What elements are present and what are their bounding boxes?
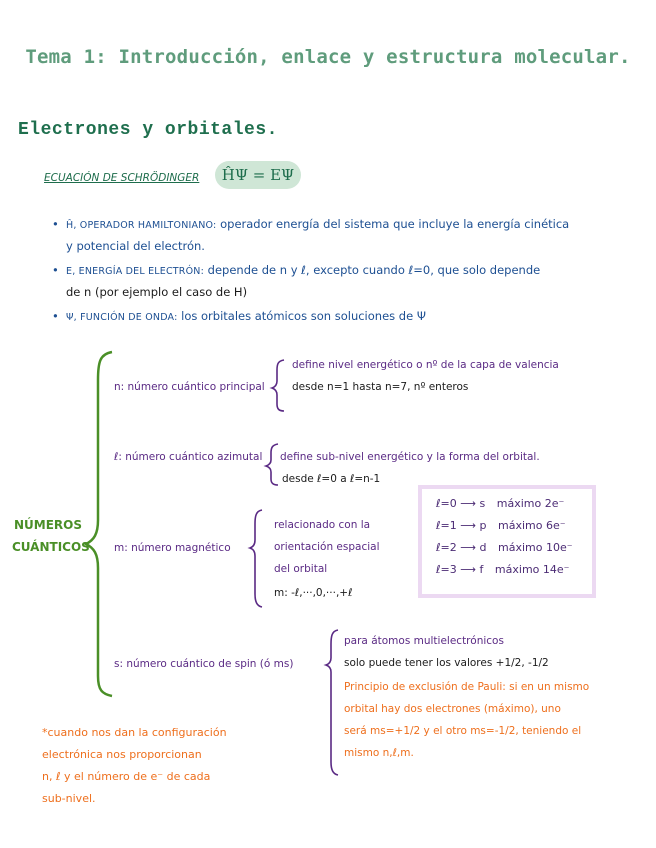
bullet-text: operador energía del sistema que incluye la energía cinética <box>216 217 570 231</box>
brace-s <box>326 630 338 775</box>
brace-l <box>266 444 278 485</box>
pauli-line2: orbital hay dos electrones (máximo), uno <box>344 703 561 715</box>
brace-m <box>250 510 262 607</box>
footnote-line1: *cuando nos dan la configuración <box>42 726 227 739</box>
qn-m-desc1: relacionado con la <box>274 519 371 531</box>
pauli-line1: Principio de exclusión de Pauli: si en un mismo <box>344 681 590 693</box>
schrodinger-equation: ĤΨ = EΨ <box>215 161 301 189</box>
orbital-max: máximo 6e⁻ <box>498 519 566 532</box>
orbital-letter: f <box>479 563 484 576</box>
qn-m-label: m: número magnético <box>114 542 231 554</box>
schrodinger-label: ECUACIÓN DE SCHRÖDINGER <box>44 172 200 184</box>
arrow-icon: ⟶ <box>460 563 480 576</box>
orbital-row <box>422 537 592 559</box>
qn-m-desc4: m: -ℓ,···,0,···,+ℓ <box>274 587 353 599</box>
numeros-cuanticos-label <box>12 514 90 558</box>
orbital-letter: s <box>479 497 486 510</box>
orbital-max: máximo 14e⁻ <box>494 563 570 576</box>
orbital-max: máximo 10e⁻ <box>498 541 573 554</box>
arrow-icon: ⟶ <box>460 497 480 510</box>
qn-s-desc1: para átomos multielectrónicos <box>344 635 504 647</box>
bullet-dot: • <box>52 309 59 323</box>
qn-n-label: n: número cuántico principal <box>114 381 265 393</box>
orbital-l: ℓ=3 <box>436 563 457 576</box>
qn-s-desc2: solo puede tener los valores +1/2, -1/2 <box>344 657 549 669</box>
pauli-line4: mismo n,ℓ,m. <box>344 747 414 759</box>
footnote-line2: electrónica nos proporcionan <box>42 748 202 761</box>
section-heading: Electrones y orbitales. <box>18 120 278 140</box>
bullet-text-cont: de n (por ejemplo el caso de H) <box>66 285 248 299</box>
numeros-line1: NÚMEROS <box>13 518 82 532</box>
qn-l-desc2: desde ℓ=0 a ℓ=n-1 <box>282 473 381 485</box>
orbital-letter: d <box>479 541 487 554</box>
qn-l-desc1: define sub-nivel energético y la forma del orbital. <box>280 451 540 463</box>
arrow-icon: ⟶ <box>460 541 480 554</box>
orbital-row <box>422 515 592 537</box>
footnote <box>42 722 292 810</box>
orbital-l: ℓ=0 <box>436 497 457 510</box>
orbital-max: máximo 2e⁻ <box>496 497 565 510</box>
pauli-line3: será ms=+1/2 y el otro ms=-1/2, teniendo el <box>344 725 582 737</box>
arrow-icon: ⟶ <box>460 519 480 532</box>
big-green-brace <box>86 352 112 696</box>
bullet-text: los orbitales atómicos son soluciones de Ψ <box>177 309 426 323</box>
bullet-head: Ĥ, OPERADOR HAMILTONIANO: <box>66 220 217 231</box>
bullet-text: depende de n y ℓ, excepto cuando ℓ=0, que solo depende <box>204 263 541 277</box>
footnote-line3: n, ℓ y el número de e⁻ de cada <box>42 770 211 783</box>
qn-m-desc2: orientación espacial <box>274 541 380 553</box>
bullet-head: E, ENERGÍA DEL ELECTRÓN: <box>66 266 204 277</box>
qn-l-label: ℓ: número cuántico azimutal <box>114 451 263 463</box>
qn-n-desc1: define nivel energético o nº de la capa de valencia <box>292 359 559 371</box>
bullet-dot: • <box>52 263 59 277</box>
qn-n-desc2: desde n=1 hasta n=7, nº enteros <box>292 381 469 393</box>
bullet-head: Ψ, FUNCIÓN DE ONDA: <box>66 312 178 323</box>
bullet-dot: • <box>52 217 59 231</box>
brace-n <box>272 360 284 411</box>
orbital-row <box>422 559 592 581</box>
footnote-line4: sub-nivel. <box>42 792 96 805</box>
orbital-table <box>418 485 596 598</box>
orbital-row <box>422 493 592 515</box>
numeros-line2: CUÁNTICOS <box>12 540 90 554</box>
bullet-text-cont: y potencial del electrón. <box>66 239 205 253</box>
orbital-letter: p <box>479 519 487 532</box>
orbital-l: ℓ=2 <box>436 541 457 554</box>
page-title: Tema 1: Introducción, enlace y estructura molecular. <box>25 46 631 68</box>
qn-s-label: s: número cuántico de spin (ó ms) <box>114 658 294 670</box>
qn-m-desc3: del orbital <box>274 563 328 575</box>
orbital-l: ℓ=1 <box>436 519 457 532</box>
